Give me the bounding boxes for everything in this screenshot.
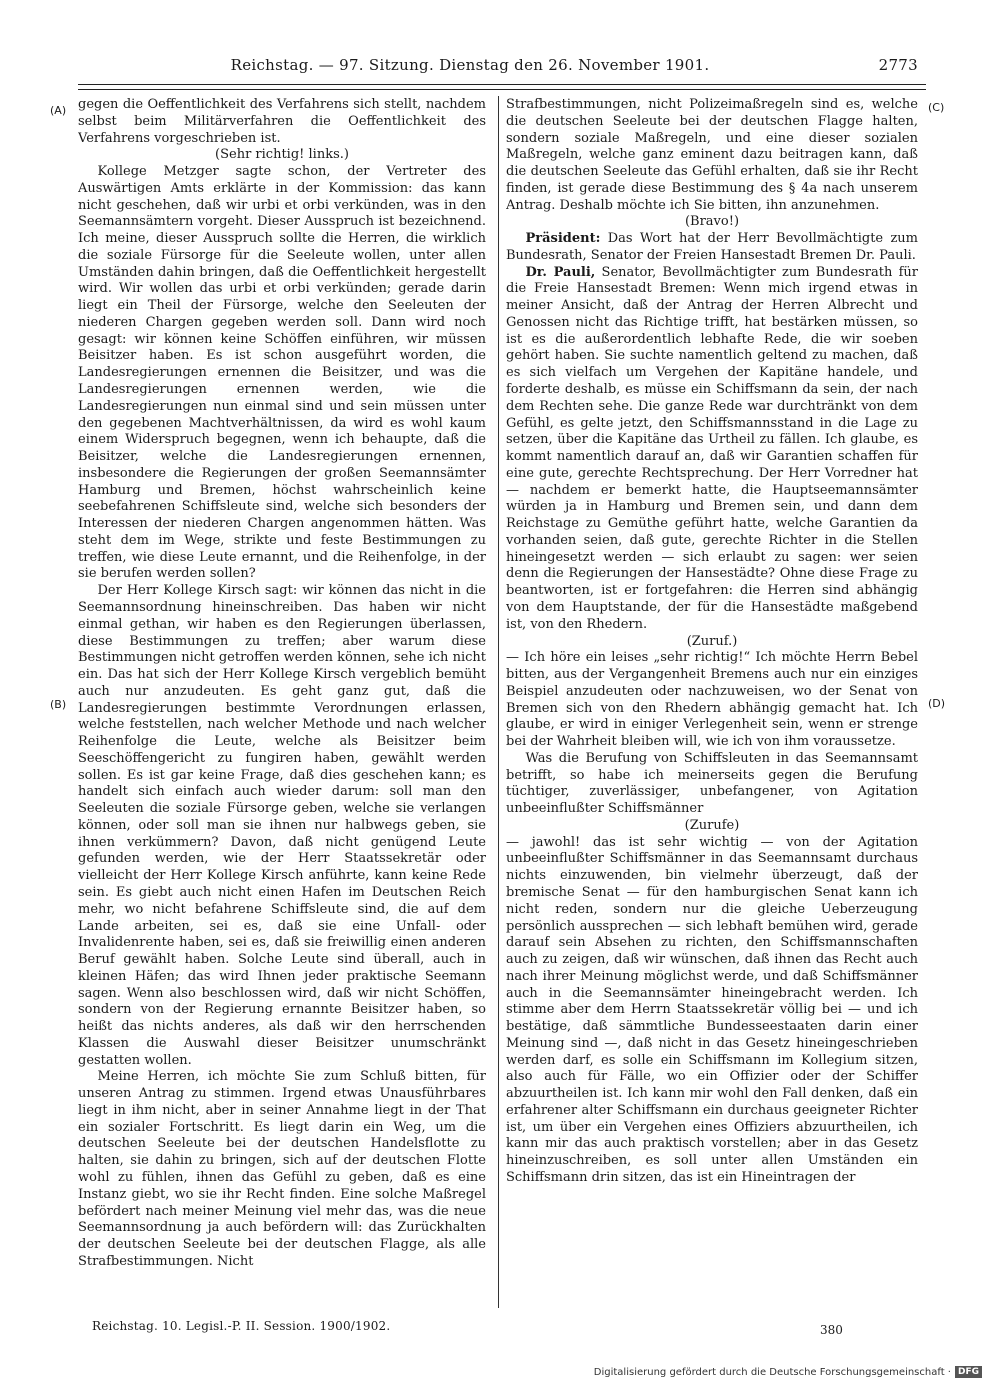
left-column xyxy=(78,97,486,1307)
interjection: (Zuruf.) xyxy=(686,633,738,649)
speaker-name: Dr. Pauli, xyxy=(525,264,596,280)
column-divider xyxy=(498,96,499,1308)
footer-sheet-number: 380 xyxy=(820,1323,843,1337)
header-rule-top xyxy=(78,84,926,85)
margin-marker-d: (D) xyxy=(928,697,946,710)
right-column xyxy=(506,97,918,1307)
margin-marker-a: (A) xyxy=(50,104,67,117)
paragraph: Strafbestimmungen, nicht Polizeimaßregeln sind es, welche die deutschen Seeleute bei der deutschen Flagge halten, sondern soziale Maßregeln, und eine dieser sozialen Maßregeln, welche ganz eminent dazu beitragen kann, daß die deutschen Seeleute das Gefühl erhalten, daß sie ihr Recht finden, ist gerade diese Bestimmung des § 4a nach unserem Antrag. Deshalb möchte ich Sie bitten, ihn anzunehmen. xyxy=(506,97,918,213)
paragraph xyxy=(506,231,918,265)
page-number: 2773 xyxy=(878,56,918,74)
interjection: (Bravo!) xyxy=(684,214,740,230)
paragraph: Meine Herren, ich möchte Sie zum Schluß bitten, für unseren Antrag zu stimmen. Irgend etwas Unausführbares liegt in ihm nicht, aber in seiner Annahme liegt in der That ein sozialer Fortschritt. Es liegt darin ein Weg, um die deutschen Seeleute bei der deutschen Handelsflotte zu halten, sie dahin zu bringen, sich auf der deutschen Flotte wohl zu fühlen, ihnen das Gefühl zu geben, daß es eine Instanz giebt, wo sie ihr Recht finden. Eine solche Maßregel befördert nach meiner Meinung viel mehr das, was die neue Seemannsordnung ja auch befördern will: das Zurückhalten der deutschen Seeleute bei der deutschen Flagge, als alle Strafbestimmungen. Nicht xyxy=(78,1069,486,1269)
paragraph: Was die Berufung von Schiffsleuten in das Seemannsamt betrifft, so habe ich meinerseits gegen die Berufung tüchtiger, zuverlässiger, unbefangener, von Agitation unbeeinflußter Schiffsmänner xyxy=(506,750,918,817)
dfg-logo: DFG xyxy=(955,1366,982,1378)
paragraph: — jawohl! das ist sehr wichtig — von der Agitation unbeeinflußter Schiffsmänner in das Seemannsamt durchaus nichts einzuwenden, bin vielmehr überzeugt, daß der bremische Senat — für den hamburgischen Senat kann ich nicht reden, sondern nur die gleiche Ueberzeugung persönlich aussprechen — sich lebhaft bemühen wird, gerade darauf sein Absehen zu richten, den Schiffsmannschaften auch zu zeigen, daß wir wünschen, daß ihnen das Recht auch nach ihrer Meinung möglichst werde, und daß Schiffsmänner auch in die Seemannsämter hineingebracht werden. Ich stimme aber dem Herrn Staatssekretär völlig bei — und ich bestätige, daß sämmtliche Bundesseestaaten darin einer Meinung sind —, daß nicht in das Gesetz hineingeschrieben werden darf, es solle ein Schiffsmann im Kollegium sitzen, also auch für Fälle, wo ein Offizier oder der Schiffer abzuurtheilen ist. Ich kann mir wohl den Fall denken, daß ein erfahrener alter Schiffsmann ein durchaus geeigneter Richter ist, um über ein Vergehen eines Offiziers abzuurtheilen, ich kann mir das auch praktisch vorstellen; aber in das Gesetz hineinzuschreiben, es soll unter allen Umständen ein Schiffsmann drin sitzen, das ist ein Hineintragen der xyxy=(506,834,918,1185)
paragraph: Kollege Metzger sagte schon, der Vertreter des Auswärtigen Amts erklärte in der Kommission: das kann nicht geschehen, daß wir urbi et orbi verkünden, was in den Seemannsämtern vorgeht. Dieser Ausspruch ist bezeichnend. Ich meine, dieser Ausspruch sollte die Herren, die wirklich die soziale Fürsorge für die Seeleute wollen, unter allen Umständen dahin bringen, daß die Oeffentlichkeit hergestellt wird. Wir wollen das urbi et orbi verkünden; gerade darin liegt ein Theil der Fürsorge, welche den Seeleuten der niederen Chargen gegeben werden soll. Dann wird noch gesagt: wir können keine Schöffen einführen, wir müssen Beisitzer haben. Es ist schon ausgeführt worden, die Landesregierungen ernennen die Beisitzer, und was die Landesregierungen ernennen werden, wie die Landesregierungen nun einmal sind und sein müssen unter den gegebenen Machtverhältnissen, da wird es wohl kaum einem Widerspruch begegnen, wenn ich behaupte, daß die Beisitzer, welche die Landesregierungen ernennen, insbesondere die Regierungen der großen Seemannsämter Hamburg und Bremen, höchst wahrscheinlich keine seebefahrenen Schiffsleute sind, welche sich besonders der Interessen der niederen Chargen angenommen hätten. Was steht dem im Wege, strikte und feste Bestimmungen zu treffen, wie diese Leute ernannt, und die Reihenfolge, in der sie berufen werden sollen? xyxy=(78,164,486,582)
dfg-credit xyxy=(594,1366,982,1378)
speech-text: Das Wort hat der Herr Bevollmächtigte zum Bundesrath, Senator der Freien Hansestadt Bremen Dr. Pauli. xyxy=(506,231,918,263)
header-rule-bottom xyxy=(78,89,926,90)
paragraph: gegen die Oeffentlichkeit des Verfahrens sich stellt, nachdem selbst beim Militärverfahren die Oeffentlichkeit des Verfahrens vorgeschrieben ist. xyxy=(78,97,486,146)
page-header xyxy=(92,56,918,82)
interjection: (Zurufe) xyxy=(684,817,740,833)
dfg-credit-text: Digitalisierung gefördert durch die Deutsche Forschungsgemeinschaft · xyxy=(593,1366,951,1378)
paragraph: — Ich höre ein leises „sehr richtig!“ Ich möchte Herrn Bebel bitten, aus der Vergangenheit Bremens auch nur ein einziges Beispiel anzudeuten oder nachzuweisen, wo der Senat von Bremen sich von den Rhedern abhängig gemacht hat. Ich glaube, er wird in einiger Verlegenheit sein, wenn er strenge bei der Wahrheit bleiben will, wie ich von ihm voraussetze. xyxy=(506,650,918,750)
margin-marker-b: (B) xyxy=(50,698,67,711)
footer-session-info: Reichstag. 10. Legisl.-P. II. Session. 1900/1902. xyxy=(92,1319,391,1333)
speaker-name: Präsident: xyxy=(525,231,601,247)
paragraph: Der Herr Kollege Kirsch sagt: wir können das nicht in die Seemannsordnung hineinschreiben. Das haben wir nicht einmal gethan, wir haben es den Regierungen überlassen, diese Bestimmungen zu treffen; aber warum diese Bestimmungen nicht getroffen werden können, sehe ich nicht ein. Das hat sich der Herr Kollege Kirsch vergeblich bemüht auch nur anzudeuten. Es geht ganz gut, daß die Landesregierungen bestimmte Verordnungen erlassen, welche feststellen, nach welcher Methode und nach welcher Reihenfolge die Leute, welche als Beisitzer beim Seeschöffengericht zu fungiren haben, gewählt werden sollen. Es ist gar keine Frage, daß dies geschehen kann; es handelt sich einfach auch wieder darum: soll man den Seeleuten die soziale Fürsorge geben, welche sie verlangen können, oder soll man sie ihnen nur halbwegs geben, sie ihnen verkümmern? Davon, daß nicht genügend Leute gefunden werden, wie der Herr Staatssekretär oder vielleicht der Herr Kollege Kirsch anführte, kann keine Rede sein. Es giebt auch nicht einen Hafen im Deutschen Reich mehr, wo nicht befahrene Schiffsleute sind, die auf dem Lande arbeiten, sei es, daß sie eine Unfall- oder Invalidenrente haben, sei es, daß sie freiwillig einen anderen Beruf gewählt haben. Solche Leute sind überall, auch in kleinen Häfen; das wird Ihnen jeder praktische Seemann sagen. Wenn also beschlossen wird, daß wir nicht Schöffen, sondern von der Regierung ernannte Beisitzer haben, so heißt das nichts anderes, als daß wir den herrschenden Klassen die Auswahl dieser Beisitzer unumschränkt gestatten wollen. xyxy=(78,583,486,1068)
paragraph xyxy=(506,265,918,634)
speech-text: Senator, Bevollmächtigter zum Bundesrath für die Freie Hansestadt Bremen: Wenn mich irgend etwas in meiner Ansicht, daß der Antrag der Herren Albrecht und Genossen nicht das Richtige trifft, hat bestärken müssen, so ist es die außerordentlich lebhafte Rede, die wir soeben gehört haben. Sie suchte namentlich geltend zu machen, daß es sich vielfach um Vergehen der Kapitäne handele, und forderte deshalb, es müsse ein Schiffsmann da sein, der nach dem Rechten sehe. Die ganze Rede war durchtränkt von dem Gefühl, es gelte jetzt, den Schiffsmannsstand in die Lage zu setzen, über die Kapitäne das Urtheil zu fällen. Ich glaube, es kommt namentlich darauf an, daß wir Garantien schaffen für eine gute, gerechte Rechtsprechung. Der Herr Vorredner hat — nachdem er bemerkt hatte, die Hauptseemannsämter würden ja in Hamburg und Bremen sein, und dann dem Reichstage zu Gemüthe geführt hatte, welche Garantien da vorhanden seien, daß gute, gerechte Richter in die Stellen hineingesetzt werden — sich erlaubt zu sagen: wer seien denn die Regierungen der Hansestädte? Ohne diese Frage zu beantworten, ist er fortgefahren: die Herren sind abhängig von dem Hauptstande, der für die Hansestädte maßgebend ist, von den Rhedern. xyxy=(506,264,918,632)
interjection: (Sehr richtig! links.) xyxy=(215,147,349,163)
header-title: Reichstag. — 97. Sitzung. Dienstag den 26. November 1901. xyxy=(230,56,710,74)
margin-marker-c: (C) xyxy=(928,101,945,114)
